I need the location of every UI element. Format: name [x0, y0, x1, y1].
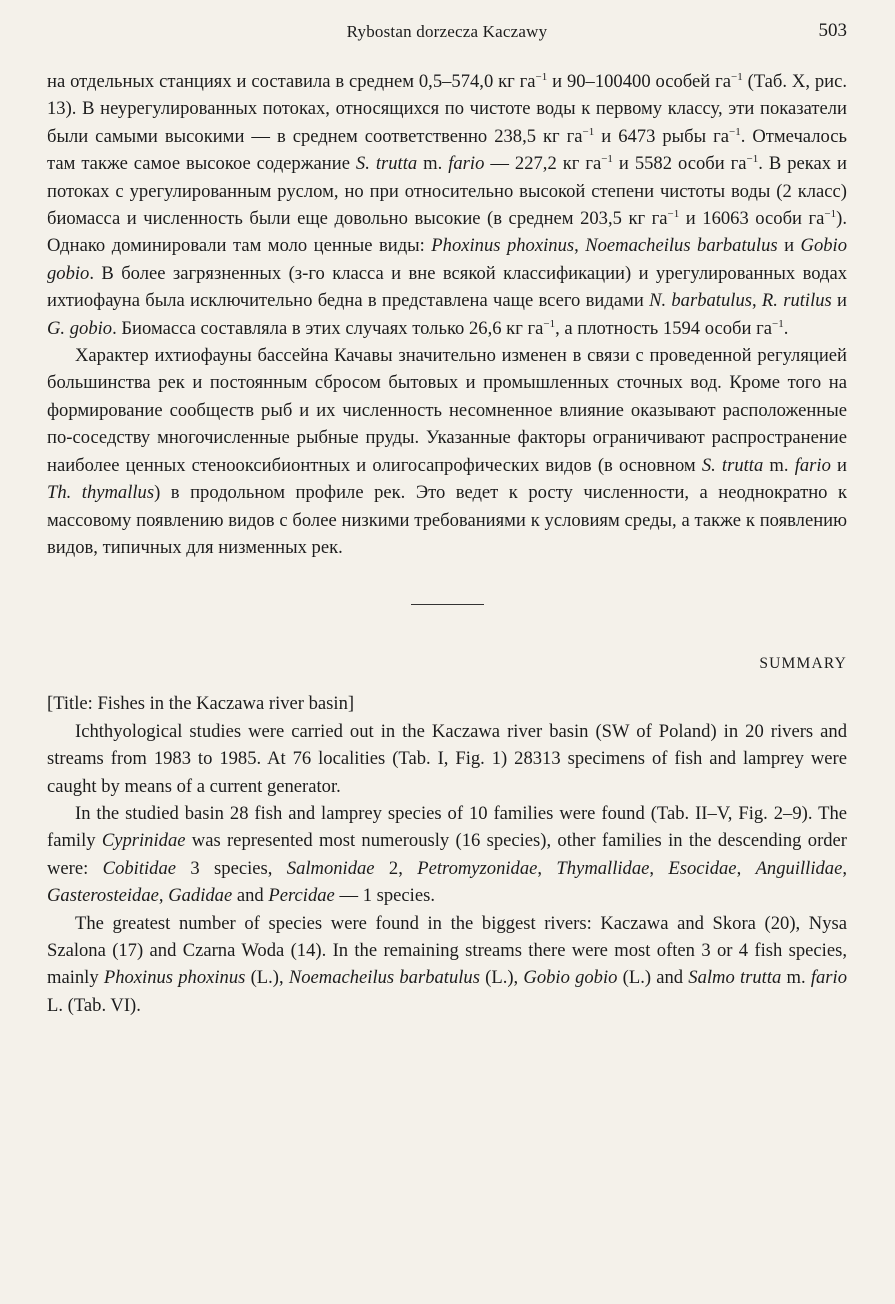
summary-title: [Title: Fishes in the Kaczawa river basin] — [47, 693, 355, 715]
text-run: . В реках и потоках с урегулированным руслом, но при относительно высокой степени чистоты воды (2 класс) биомасса и численность были еще довольно высокие (в среднем 203,5 кг га — [47, 153, 847, 230]
italic-term: Th. thymallus — [47, 482, 155, 504]
italic-term: Gasterosteidae — [47, 885, 159, 907]
superscript: −1 — [728, 125, 741, 138]
superscript: −1 — [746, 153, 759, 166]
italic-term: R. rutilus — [761, 290, 832, 312]
text-run: m. — [417, 153, 449, 175]
text-run: (L.) and — [617, 967, 689, 989]
text-run: was represented most numerously (16 species), other families in the descending order were: — [47, 830, 847, 879]
italic-term: Thymallidae — [556, 857, 650, 879]
italic-term: fario — [448, 153, 485, 175]
text-run: . Отмечалось там также самое высокое содержание — [47, 125, 847, 175]
summary-heading: SUMMARY — [759, 655, 847, 673]
text-run: и 16063 особи га — [679, 208, 825, 230]
text-run: на отдельных станциях и составила в среднем 0,5–574,0 кг га — [47, 71, 536, 92]
text-run: — 227,2 кг га — [484, 153, 602, 175]
running-title: Rybostan dorzecza Kaczawy — [346, 22, 548, 41]
italic-term: Salmo trutta — [688, 967, 782, 989]
italic-term: Anguillidae — [755, 857, 843, 879]
text-run: и — [831, 290, 848, 312]
italic-term: Phoxinus phoxinus — [103, 967, 246, 989]
text-run: , — [736, 857, 756, 879]
summary-paragraph-3 — [47, 910, 847, 1020]
page-header — [47, 14, 847, 46]
text-run: Ichthyological studies were carried out in the Kaczawa river basin (SW of Poland) in 20 rivers and streams from 1983 to 1985. At 76 localities (Tab. I, Fig. 1) 28313 specimens of fish and lamprey were caught by means of a current generator. — [47, 720, 847, 797]
text-run: , а плотность 1594 особи га — [555, 317, 772, 339]
text-run: and — [232, 885, 269, 907]
text-run: , — [537, 857, 557, 879]
italic-term: Salmonidae — [286, 857, 375, 879]
italic-term: Petromyzonidae — [417, 857, 538, 879]
italic-term: N. barbatulus — [649, 290, 752, 312]
section-divider — [411, 604, 484, 605]
text-run: и 6473 рыбы га — [594, 125, 729, 147]
text-run: 2, — [374, 857, 418, 879]
text-run: , — [842, 857, 847, 879]
text-run: и 5582 особи га — [612, 153, 747, 175]
text-run: (L.), — [245, 967, 289, 989]
summary-paragraph-2 — [47, 800, 847, 910]
text-run: и — [830, 454, 847, 476]
superscript: −1 — [667, 207, 680, 220]
superscript: −1 — [601, 153, 613, 166]
text-run: (L.), — [479, 967, 524, 989]
italic-term: Esocidae — [668, 857, 737, 879]
summary-paragraph-1 — [47, 718, 847, 800]
italic-term: Gadidae — [168, 885, 233, 907]
text-run: Характер ихтиофауны бассейна Качавы значительно изменен в связи с проведенной регуляцией большинства рек и постоянным сбросом бытовых и промышленных сточных вод. Кроме того на формирование сообществ рыб и их численность несомненное влияние оказывают расположенные по-соседству многочисленные рыбные пруды. Указанные факторы ограничивают распространение наиболее ценных стенооксибионтных и олигосапрофических видов (в основном — [47, 345, 847, 476]
text-run: , — [574, 235, 586, 257]
superscript: −1 — [730, 70, 743, 83]
italic-term: Noemacheilus barbatulus — [585, 235, 778, 257]
superscript: −1 — [824, 207, 837, 220]
text-run: и — [777, 235, 801, 257]
page-number: 503 — [818, 20, 847, 41]
italic-term: S. trutta — [701, 454, 764, 476]
text-run: In the studied basin 28 fish and lamprey species of 10 families were found (Tab. II–V, Fig. 2–9). The family — [47, 802, 847, 852]
italic-term: S. trutta — [355, 153, 418, 175]
text-run: L. (Tab. VI). — [47, 994, 141, 1016]
russian-paragraph-1 — [47, 68, 847, 342]
italic-term: fario — [794, 454, 831, 476]
text-run: . — [783, 317, 789, 339]
superscript: −1 — [582, 125, 595, 138]
text-run: и 90–100400 особей га — [547, 71, 731, 92]
text-run: m. — [781, 967, 811, 989]
italic-term: Cyprinidae — [101, 830, 186, 852]
italic-term: G. gobio — [47, 317, 113, 339]
italic-term: Phoxinus phoxinus — [431, 235, 575, 257]
text-run: m. — [763, 454, 795, 476]
superscript: −1 — [771, 317, 784, 330]
italic-term: Percidae — [268, 885, 335, 907]
text-run: , — [751, 290, 762, 312]
text-run: ). Однако доминировали там моло ценные виды: — [47, 208, 847, 257]
russian-paragraph-2 — [47, 342, 847, 561]
text-run: . В более загрязненных (з-го класса и вне всякой классификации) и урегулированных водах ихтиофауна была исключительно бедна в представлена чаще всего видами — [47, 262, 847, 312]
text-run: The greatest number of species were found in the biggest rivers: Kaczawa and Skora (20), Nysa Szalona (17) and Czarna Woda (14). In the remaining streams there were most often 3 or 4 fish species, mainly — [47, 912, 847, 989]
text-run: , — [649, 857, 669, 879]
text-run: (Таб. X, рис. 13). В неурегулированных потоках, относящихся по чистоте воды к первому классу, эти показатели были самыми высокими — в среднем соответственно 238,5 кг га — [47, 71, 847, 147]
text-run: . Биомасса составляла в этих случаях только 26,6 кг га — [112, 317, 544, 339]
text-run: 3 species, — [176, 857, 287, 879]
superscript: −1 — [543, 317, 556, 330]
page-body — [47, 68, 847, 1019]
italic-term: Gobio gobio — [47, 235, 848, 284]
italic-term: fario — [810, 967, 847, 989]
italic-term: Gobio gobio — [523, 967, 618, 989]
text-run: — 1 species. — [334, 885, 435, 907]
italic-term: Cobitidae — [102, 857, 177, 879]
text-run: ) в продольном профиле рек. Это ведет к росту численности, а неоднократно к массовому появлению видов с более низкими требованиями к условиям среды, а также к появлению видов, типичных для низменных рек. — [47, 482, 847, 558]
superscript: −1 — [535, 70, 548, 83]
text-run: , — [158, 885, 169, 907]
italic-term: Noemacheilus barbatulus — [288, 967, 480, 989]
